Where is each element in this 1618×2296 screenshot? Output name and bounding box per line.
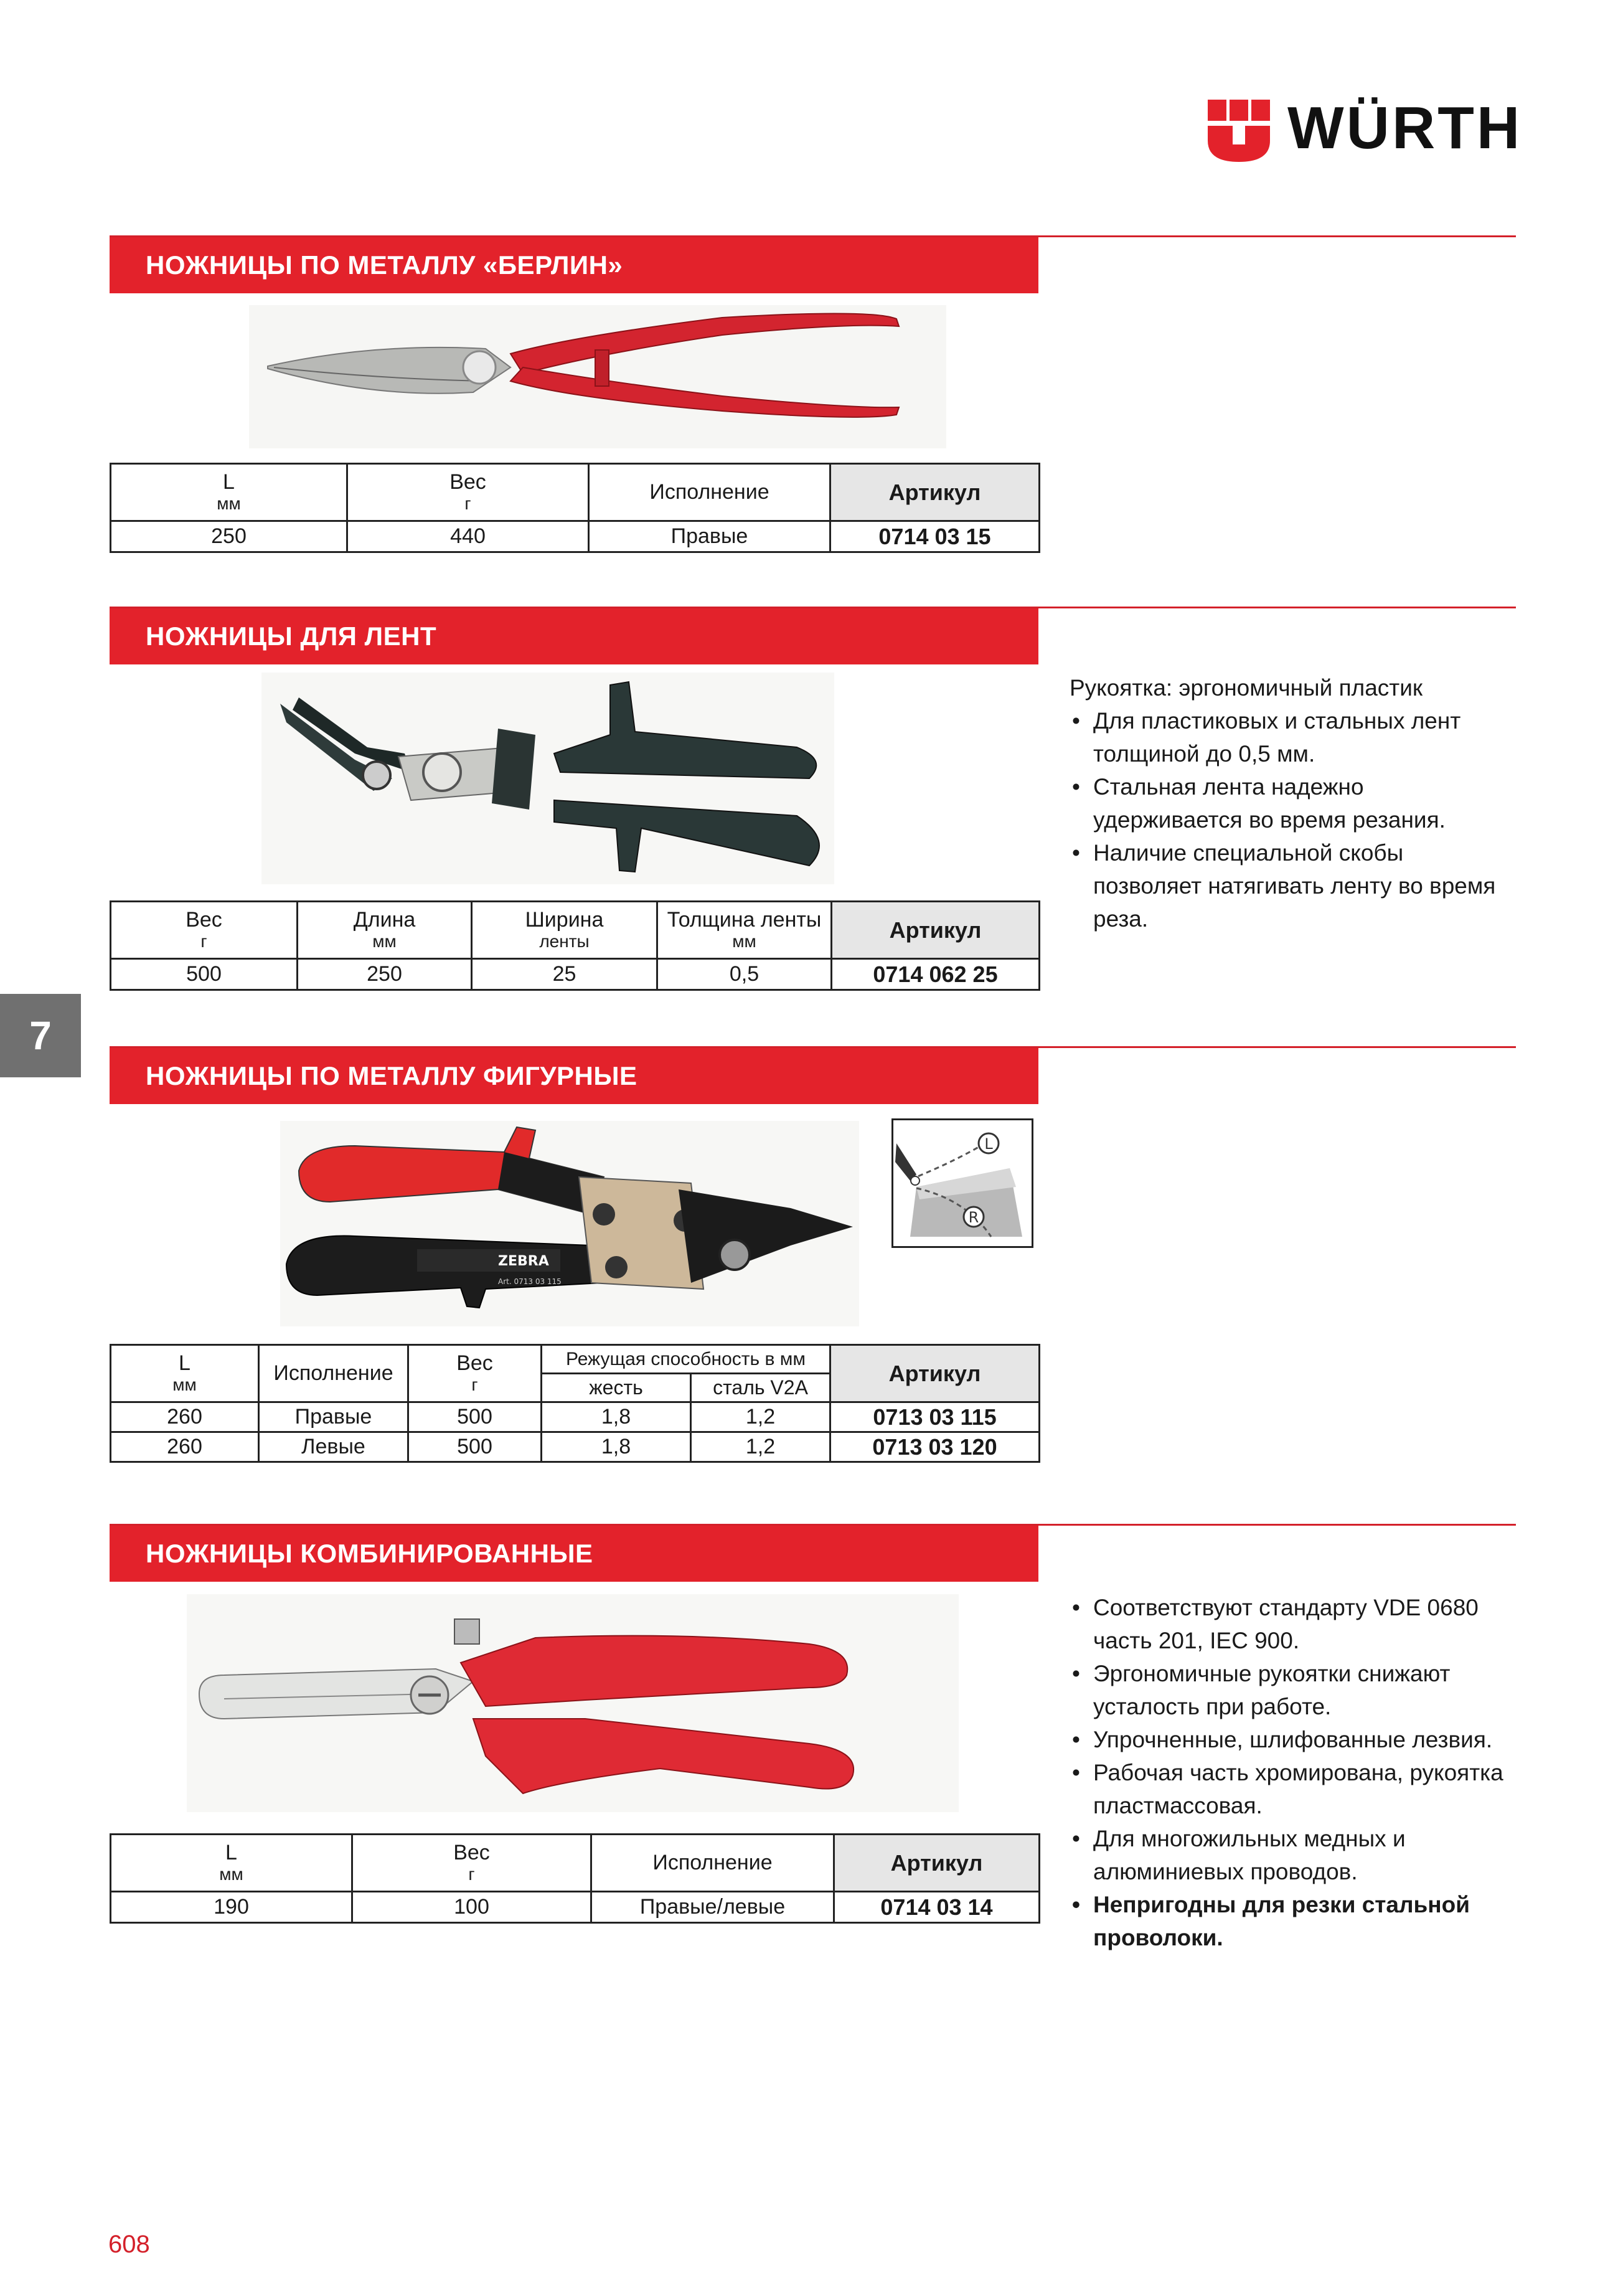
table-header-subcell: жесть bbox=[542, 1374, 691, 1402]
product-image-aviation-snips bbox=[280, 1121, 859, 1326]
table-header-cell: Исполнение bbox=[591, 1835, 834, 1892]
spec-table-strap bbox=[110, 900, 1040, 991]
feature-item: • Упрочненные, шлифованные лезвия. bbox=[1070, 1723, 1505, 1756]
spec-table-combination bbox=[110, 1833, 1040, 1924]
product-description-strap bbox=[1070, 671, 1505, 935]
table-cell: 440 bbox=[347, 521, 589, 552]
chapter-tab: 7 bbox=[0, 994, 81, 1077]
table-row bbox=[111, 959, 1040, 990]
table-cell: 250 bbox=[298, 959, 472, 990]
table-header-cell: Исполнение bbox=[589, 464, 830, 521]
table-header-cell: Вес г bbox=[347, 464, 589, 521]
diagram-label-left: L bbox=[984, 1135, 993, 1153]
diagram-label-right: R bbox=[968, 1209, 979, 1226]
table-header-row bbox=[111, 1835, 1040, 1892]
product-image-strap-shears bbox=[261, 673, 834, 884]
description-lead: Рукоятка: эргономичный пластик bbox=[1070, 675, 1423, 701]
feature-item: • Наличие специальной скобы позволяет натягивать ленту во время реза. bbox=[1070, 836, 1505, 935]
table-header-cell: L мм bbox=[111, 464, 347, 521]
table-cell: 25 bbox=[472, 959, 657, 990]
spec-table-berlin bbox=[110, 463, 1040, 553]
product-print-article: Art. 0713 03 115 bbox=[498, 1277, 562, 1286]
spec-table-aviation bbox=[110, 1344, 1040, 1463]
feature-list bbox=[1070, 704, 1505, 935]
table-cell: Правые/левые bbox=[591, 1892, 834, 1923]
table-cell: 500 bbox=[111, 959, 298, 990]
table-header-row bbox=[111, 902, 1040, 959]
table-cell: 1,8 bbox=[542, 1402, 691, 1432]
product-image-berlin-shears bbox=[249, 305, 946, 448]
table-header-cell: Длина мм bbox=[298, 902, 472, 959]
article-number: 0713 03 120 bbox=[830, 1432, 1040, 1462]
feature-item: • Стальная лента надежно удерживается во время резания. bbox=[1070, 770, 1505, 836]
section-title: НОЖНИЦЫ ПО МЕТАЛЛУ ФИГУРНЫЕ bbox=[110, 1048, 1038, 1104]
section-title: НОЖНИЦЫ ДЛЯ ЛЕНТ bbox=[110, 608, 1038, 664]
table-cell: Левые bbox=[259, 1432, 408, 1462]
feature-item: • Рабочая часть хромирована, рукоятка пластмассовая. bbox=[1070, 1756, 1505, 1822]
table-cell: Правые bbox=[259, 1402, 408, 1432]
table-header-article: Артикул bbox=[830, 1345, 1040, 1402]
article-number: 0714 062 25 bbox=[832, 959, 1040, 990]
feature-list bbox=[1070, 1591, 1505, 1954]
product-description-combination bbox=[1070, 1591, 1505, 1954]
article-number: 0713 03 115 bbox=[830, 1402, 1040, 1432]
table-header-cell: L мм bbox=[111, 1345, 259, 1402]
product-print-brand: ZEBRA bbox=[498, 1254, 549, 1269]
table-header-cell: Вес г bbox=[352, 1835, 591, 1892]
table-cell: 260 bbox=[111, 1432, 259, 1462]
table-row bbox=[111, 1432, 1040, 1462]
table-cell: 260 bbox=[111, 1402, 259, 1432]
product-image-combination-shears bbox=[187, 1594, 959, 1812]
table-header-cell: Исполнение bbox=[259, 1345, 408, 1402]
table-cell: 1,2 bbox=[691, 1402, 830, 1432]
brand-logo-text: WÜRTH bbox=[1287, 95, 1523, 161]
article-number: 0714 03 15 bbox=[830, 521, 1040, 552]
table-cell: 500 bbox=[408, 1432, 542, 1462]
table-header-cell: Вес г bbox=[408, 1345, 542, 1402]
section-title: НОЖНИЦЫ ПО МЕТАЛЛУ «БЕРЛИН» bbox=[110, 237, 1038, 293]
table-cell: Правые bbox=[589, 521, 830, 552]
table-header-row bbox=[111, 1345, 1040, 1374]
table-header-cell: Ширина ленты bbox=[472, 902, 657, 959]
table-header-row bbox=[111, 464, 1040, 521]
table-header-cell: Режущая способность в мм bbox=[542, 1345, 830, 1374]
table-cell: 190 bbox=[111, 1892, 352, 1923]
table-cell: 0,5 bbox=[657, 959, 832, 990]
table-header-cell: Толщина ленты мм bbox=[657, 902, 832, 959]
table-header-article: Артикул bbox=[832, 902, 1040, 959]
feature-item: • Для пластиковых и стальных лент толщиной до 0,5 мм. bbox=[1070, 704, 1505, 770]
table-header-cell: L мм bbox=[111, 1835, 352, 1892]
feature-item: • Для многожильных медных и алюминиевых проводов. bbox=[1070, 1822, 1505, 1888]
table-cell: 100 bbox=[352, 1892, 591, 1923]
table-header-subcell: сталь V2A bbox=[691, 1374, 830, 1402]
cut-direction-diagram bbox=[891, 1118, 1033, 1248]
page-number: 608 bbox=[108, 2231, 150, 2258]
table-header-cell: Вес г bbox=[111, 902, 298, 959]
table-header-article: Артикул bbox=[830, 464, 1040, 521]
wurth-logo-icon bbox=[1208, 100, 1270, 162]
table-cell: 500 bbox=[408, 1402, 542, 1432]
table-row bbox=[111, 1892, 1040, 1923]
table-header-article: Артикул bbox=[834, 1835, 1040, 1892]
table-cell: 1,2 bbox=[691, 1432, 830, 1462]
table-cell: 1,8 bbox=[542, 1432, 691, 1462]
feature-item: • Эргономичные рукоятки снижают усталость при работе. bbox=[1070, 1657, 1505, 1723]
table-row bbox=[111, 521, 1040, 552]
feature-item-warning: • Непригодны для резки стальной проволоки. bbox=[1070, 1888, 1505, 1954]
table-row bbox=[111, 1402, 1040, 1432]
article-number: 0714 03 14 bbox=[834, 1892, 1040, 1923]
section-title: НОЖНИЦЫ КОМБИНИРОВАННЫЕ bbox=[110, 1526, 1038, 1582]
feature-item: • Соответствуют стандарту VDE 0680 часть 201, IEC 900. bbox=[1070, 1591, 1505, 1657]
table-cell: 250 bbox=[111, 521, 347, 552]
